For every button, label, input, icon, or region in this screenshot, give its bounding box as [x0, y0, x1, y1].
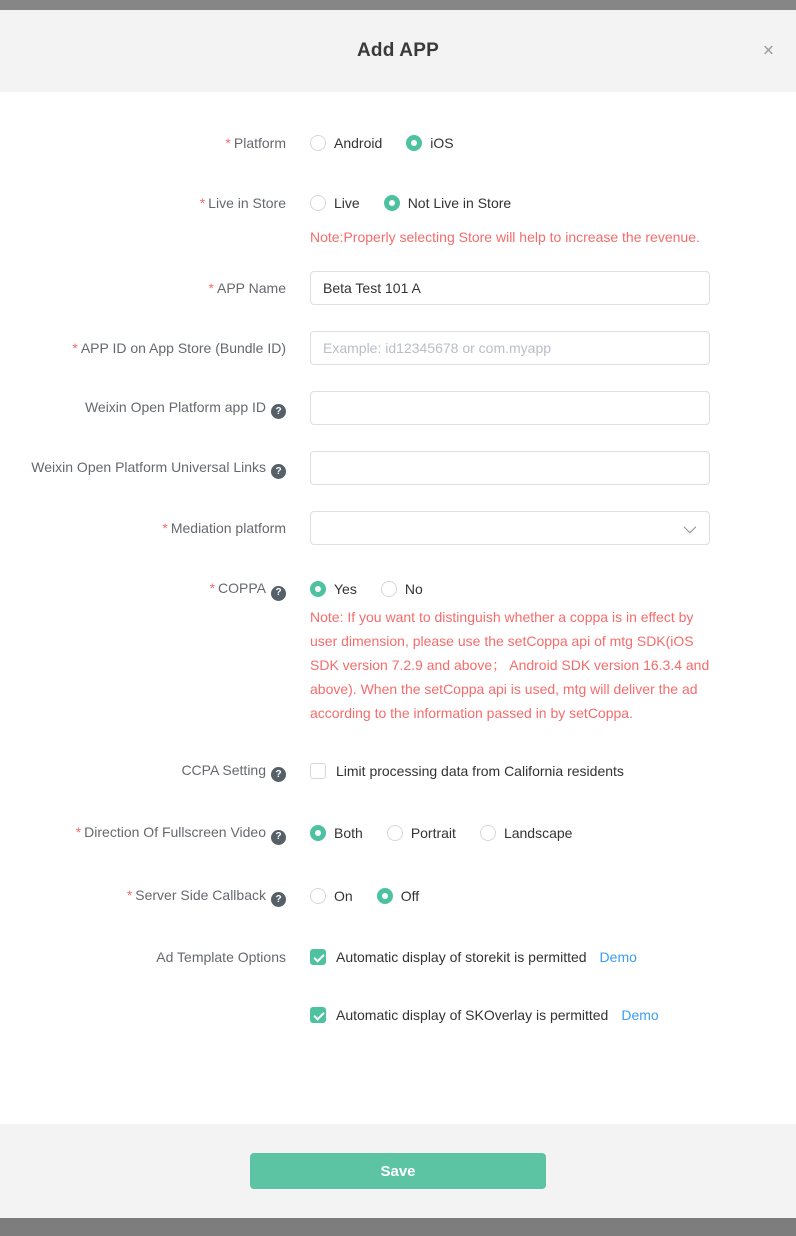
live-in-store-label-text: Live in Store [208, 195, 286, 211]
help-icon[interactable]: ? [271, 586, 286, 601]
storekit-checkbox-label: Automatic display of storekit is permitted [336, 949, 587, 965]
radio-coppa-yes[interactable] [310, 581, 357, 597]
radio-label: Landscape [503, 825, 573, 842]
chevron-down-icon [684, 520, 697, 533]
save-button[interactable]: Save [250, 1153, 546, 1189]
form-row-ad-template-storekit [0, 947, 796, 967]
radio-label: Live [334, 195, 360, 211]
ccpa-checkbox-label: Limit processing data from California residents [336, 762, 624, 779]
mediation-platform-select[interactable] [310, 511, 710, 545]
radio-direction-landscape[interactable] [480, 825, 573, 841]
form-row-live-in-store [0, 193, 796, 213]
help-icon[interactable]: ? [271, 830, 286, 845]
required-marker: * [208, 280, 214, 296]
radio-label: Android [334, 135, 383, 151]
form-row-app-name [0, 271, 796, 305]
radio-unselected-icon [381, 581, 397, 597]
radio-label: Portrait [410, 825, 456, 842]
add-app-form [0, 92, 796, 1124]
skoverlay-checkbox-label: Automatic display of SKOverlay is permitted [336, 1007, 609, 1023]
ad-template-label [0, 947, 310, 967]
form-row-coppa [0, 578, 796, 601]
radio-label: On [334, 887, 353, 904]
form-row-platform [0, 133, 796, 153]
radio-unselected-icon [480, 825, 496, 841]
modal-footer [0, 1124, 796, 1218]
radio-callback-off[interactable] [377, 888, 419, 904]
radio-label: Both [334, 825, 363, 842]
mediation-platform-label [0, 518, 310, 538]
required-marker: * [199, 195, 206, 211]
radio-label: No [404, 581, 423, 598]
radio-label: Not Live in Store [407, 195, 512, 211]
live-in-store-options [310, 195, 710, 211]
radio-selected-icon [310, 581, 326, 597]
radio-label: Off [400, 887, 420, 904]
form-row-server-callback [0, 885, 796, 908]
coppa-options [310, 581, 710, 597]
direction-label-text: Direction Of Fullscreen Video [84, 824, 266, 840]
radio-platform-android[interactable] [310, 135, 382, 151]
required-marker: * [225, 135, 231, 151]
required-marker: * [72, 340, 78, 356]
ad-template-label-text: Ad Template Options [156, 949, 286, 965]
radio-unselected-icon [387, 825, 403, 841]
app-name-label [0, 278, 310, 298]
radio-direction-portrait[interactable] [387, 825, 456, 841]
radio-selected-icon [384, 195, 400, 211]
form-row-ad-template-skoverlay [0, 1007, 796, 1023]
form-row-mediation-platform [0, 511, 796, 545]
ccpa-checkbox[interactable] [310, 763, 326, 779]
weixin-universal-links-label-text: Weixin Open Platform Universal Links [31, 458, 266, 475]
weixin-universal-links-label [0, 457, 310, 480]
modal-title: Add APP [357, 40, 439, 61]
ccpa-label [0, 760, 310, 783]
storekit-checkbox[interactable] [310, 949, 326, 965]
radio-platform-ios[interactable] [406, 135, 453, 151]
radio-selected-icon [406, 135, 422, 151]
required-marker: * [126, 886, 133, 903]
skoverlay-demo-link[interactable]: Demo [621, 1007, 659, 1023]
page-background-top [0, 0, 796, 10]
radio-direction-both[interactable] [310, 825, 363, 841]
skoverlay-checkbox[interactable] [310, 1007, 326, 1023]
radio-not-live-in-store[interactable] [384, 195, 512, 211]
server-callback-label-text: Server Side Callback [135, 886, 266, 903]
radio-callback-on[interactable] [310, 888, 353, 904]
weixin-universal-links-input[interactable] [310, 451, 710, 485]
help-icon[interactable]: ? [271, 892, 286, 907]
weixin-app-id-label-text: Weixin Open Platform app ID [84, 398, 266, 415]
direction-options [310, 825, 710, 841]
live-in-store-note: Note:Properly selecting Store will help to increase the revenue. [310, 229, 700, 245]
radio-live[interactable] [310, 195, 360, 211]
radio-label: Yes [334, 581, 357, 598]
form-row-ccpa [0, 760, 796, 783]
server-callback-label [0, 885, 310, 908]
direction-label [0, 822, 310, 845]
radio-label: iOS [430, 135, 454, 151]
required-marker: * [209, 580, 216, 596]
radio-coppa-no[interactable] [381, 581, 423, 597]
modal-header [0, 10, 796, 92]
ccpa-label-text: CCPA Setting [181, 761, 266, 778]
coppa-note: Note: If you want to distinguish whether a coppa is in effect by user dimension, please use the setCoppa api of mtg SDK(iOS SDK version 7.2.9 and above； Android SDK version 16.3.4 and above). When the setCoppa api is used, mtg will deliver the ad according to the information passed in by setCoppa. [310, 608, 710, 721]
live-in-store-label [0, 193, 310, 213]
radio-unselected-icon [310, 195, 326, 211]
app-id-input[interactable] [310, 331, 710, 365]
form-row-weixin-app-id [0, 391, 796, 425]
weixin-app-id-input[interactable] [310, 391, 710, 425]
live-in-store-note-row [0, 225, 796, 249]
app-name-input[interactable] [310, 271, 710, 305]
radio-unselected-icon [310, 135, 326, 151]
radio-selected-icon [377, 888, 393, 904]
weixin-app-id-label [0, 397, 310, 420]
radio-unselected-icon [310, 888, 326, 904]
app-name-label-text: APP Name [217, 280, 286, 296]
mediation-platform-label-text: Mediation platform [170, 520, 286, 536]
help-icon[interactable]: ? [271, 404, 286, 419]
app-id-label [0, 338, 310, 358]
coppa-label [0, 578, 310, 601]
platform-options [310, 135, 710, 151]
required-marker: * [75, 824, 82, 840]
form-row-app-id [0, 331, 796, 365]
app-id-label-text: APP ID on App Store (Bundle ID) [80, 340, 286, 356]
platform-label [0, 133, 310, 153]
radio-selected-icon [310, 825, 326, 841]
form-row-weixin-universal-links [0, 451, 796, 485]
page-background-bottom [0, 1218, 796, 1236]
help-icon[interactable]: ? [271, 767, 286, 782]
coppa-note-row [0, 605, 796, 725]
form-row-direction [0, 822, 796, 845]
help-icon[interactable]: ? [271, 464, 286, 479]
storekit-demo-link[interactable]: Demo [599, 949, 637, 965]
server-callback-options [310, 888, 710, 904]
close-icon[interactable]: × [762, 40, 774, 62]
required-marker: * [162, 520, 168, 536]
coppa-label-text: COPPA [218, 580, 266, 596]
platform-label-text: Platform [233, 135, 286, 151]
